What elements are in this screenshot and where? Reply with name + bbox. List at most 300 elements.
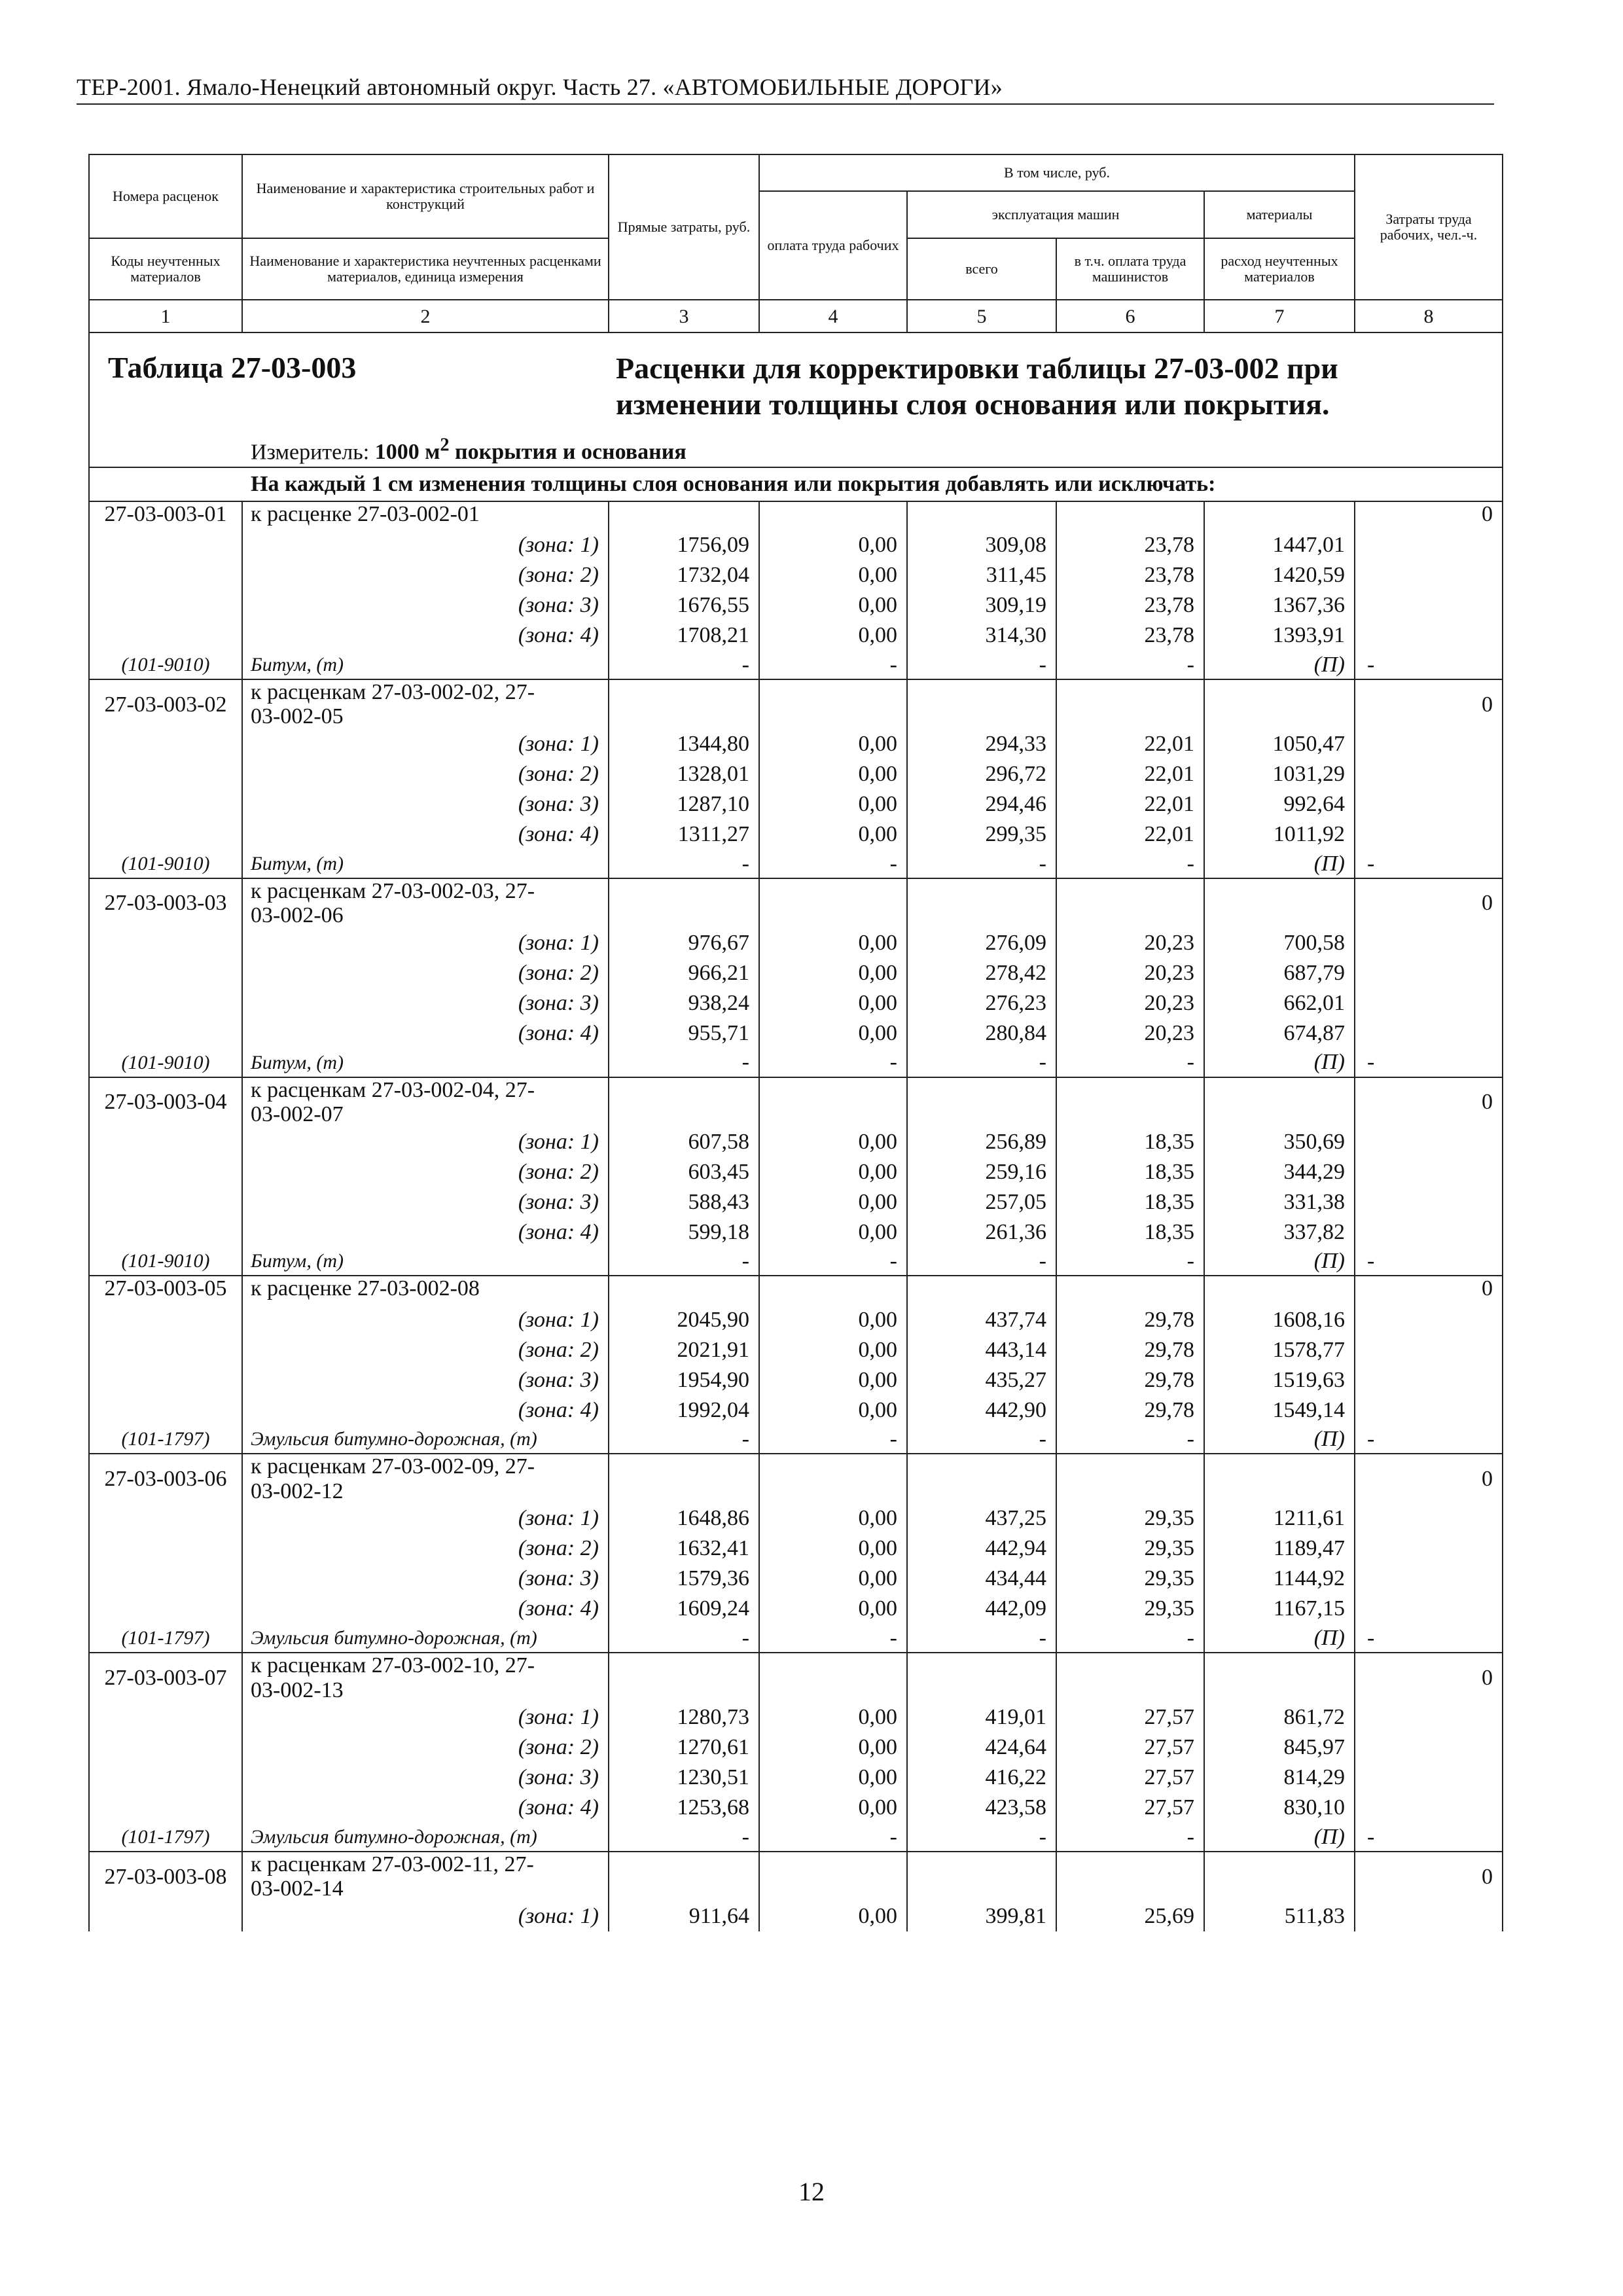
rate-code: 27-03-003-01 (89, 501, 242, 530)
col-work-name-header: Наименование и характеристика строительных работ и конструкций (242, 154, 609, 238)
empty-cell (907, 1852, 1056, 1901)
zone-label: (зона: 4) (242, 1217, 609, 1247)
empty-cell (89, 1793, 242, 1823)
table-title-line-2: изменении толщины слоя основания или покрытия. (616, 387, 1330, 422)
materials-cost: 830,10 (1204, 1793, 1355, 1823)
worker-pay: 0,00 (759, 1763, 907, 1793)
zone-row (89, 1732, 1503, 1763)
machine-total: 314,30 (907, 620, 1056, 651)
worker-pay: 0,00 (759, 1901, 907, 1931)
worker-pay: 0,00 (759, 1702, 907, 1732)
material-name: Эмульсия битумно-дорожная, (т) (242, 1425, 609, 1454)
zone-row (89, 1157, 1503, 1187)
empty-cell (1355, 1018, 1503, 1049)
empty-cell (89, 1763, 242, 1793)
empty-cell (907, 878, 1056, 928)
rate-description-line: 03-002-14 (251, 1876, 344, 1901)
labor-cost: 0 (1355, 878, 1503, 928)
direct-cost: 588,43 (609, 1187, 759, 1217)
direct-cost: 1732,04 (609, 560, 759, 590)
driver-pay: 18,35 (1056, 1157, 1204, 1187)
machine-total: 294,33 (907, 729, 1056, 759)
material-unaccounted: (П) (1204, 1823, 1355, 1852)
materials-cost: 511,83 (1204, 1901, 1355, 1931)
empty-cell (89, 1365, 242, 1395)
zone-row (89, 590, 1503, 620)
material-labor: - (1355, 651, 1503, 679)
direct-cost: 1280,73 (609, 1702, 759, 1732)
empty-cell (609, 1852, 759, 1901)
labor-cost: 0 (1355, 1454, 1503, 1503)
table-title (616, 350, 1480, 422)
machine-total: 424,64 (907, 1732, 1056, 1763)
material-labor: - (1355, 1624, 1503, 1653)
zone-row (89, 1503, 1503, 1534)
document-header: ТЕР-2001. Ямало-Ненецкий автономный округ. Часть 27. «АВТОМОБИЛЬНЫЕ ДОРОГИ» (77, 74, 1003, 100)
direct-cost: 607,58 (609, 1126, 759, 1157)
rate-code: 27-03-003-04 (89, 1077, 242, 1127)
column-number: 5 (907, 300, 1056, 332)
materials-cost: 350,69 (1204, 1126, 1355, 1157)
zone-row (89, 620, 1503, 651)
driver-pay: 27,57 (1056, 1763, 1204, 1793)
material-row (89, 1247, 1503, 1276)
materials-cost: 814,29 (1204, 1763, 1355, 1793)
worker-pay: 0,00 (759, 1732, 907, 1763)
empty-cell (1056, 1077, 1204, 1127)
zone-row (89, 1018, 1503, 1049)
material-machine: - (907, 850, 1056, 878)
zone-label: (зона: 4) (242, 819, 609, 850)
zone-row (89, 729, 1503, 759)
table-head (89, 154, 1503, 332)
materials-cost: 1031,29 (1204, 759, 1355, 789)
worker-pay: 0,00 (759, 1594, 907, 1624)
material-code: (101-1797) (89, 1823, 242, 1852)
empty-cell (759, 679, 907, 729)
materials-cost: 700,58 (1204, 928, 1355, 958)
empty-cell (89, 789, 242, 819)
col-machine-ops-header: эксплуатация машин (907, 191, 1204, 238)
zone-label: (зона: 4) (242, 1793, 609, 1823)
materials-cost: 331,38 (1204, 1187, 1355, 1217)
materials-cost: 1367,36 (1204, 590, 1355, 620)
empty-cell (907, 1077, 1056, 1127)
zone-row (89, 789, 1503, 819)
driver-pay: 29,35 (1056, 1564, 1204, 1594)
machine-total: 276,09 (907, 928, 1056, 958)
materials-cost: 1144,92 (1204, 1564, 1355, 1594)
driver-pay: 29,35 (1056, 1594, 1204, 1624)
material-direct: - (609, 1247, 759, 1276)
direct-cost: 1609,24 (609, 1594, 759, 1624)
driver-pay: 29,78 (1056, 1365, 1204, 1395)
worker-pay: 0,00 (759, 1395, 907, 1425)
direct-cost: 599,18 (609, 1217, 759, 1247)
material-name: Битум, (т) (242, 850, 609, 878)
zone-row (89, 1365, 1503, 1395)
rate-row-27-03-003-05 (89, 1276, 1503, 1304)
empty-cell (1355, 1304, 1503, 1335)
col-in-total-header: В том числе, руб. (759, 154, 1355, 191)
material-direct: - (609, 1425, 759, 1454)
zone-label: (зона: 3) (242, 1187, 609, 1217)
rate-row-27-03-003-06 (89, 1454, 1503, 1503)
empty-cell (89, 819, 242, 850)
material-driver: - (1056, 651, 1204, 679)
material-code: (101-9010) (89, 651, 242, 679)
empty-cell (1355, 1503, 1503, 1534)
worker-pay: 0,00 (759, 928, 907, 958)
machine-total: 434,44 (907, 1564, 1056, 1594)
rate-row-27-03-003-01 (89, 501, 1503, 530)
material-unaccounted: (П) (1204, 1049, 1355, 1077)
driver-pay: 22,01 (1056, 759, 1204, 789)
empty-cell (1355, 928, 1503, 958)
direct-cost: 1992,04 (609, 1395, 759, 1425)
machine-total: 294,46 (907, 789, 1056, 819)
rate-description-line: к расценке 27-03-002-08 (251, 1276, 480, 1301)
zone-label: (зона: 1) (242, 530, 609, 560)
driver-pay: 18,35 (1056, 1187, 1204, 1217)
material-pay: - (759, 850, 907, 878)
machine-total: 442,90 (907, 1395, 1056, 1425)
labor-cost: 0 (1355, 1276, 1503, 1304)
zone-label: (зона: 2) (242, 759, 609, 789)
empty-cell (907, 679, 1056, 729)
material-driver: - (1056, 1247, 1204, 1276)
zone-label: (зона: 2) (242, 1335, 609, 1365)
rates-table (88, 154, 1503, 1931)
column-number: 7 (1204, 300, 1355, 332)
rate-code: 27-03-003-03 (89, 878, 242, 928)
machine-total: 399,81 (907, 1901, 1056, 1931)
empty-cell (89, 1901, 242, 1931)
empty-cell (609, 1276, 759, 1304)
labor-cost: 0 (1355, 679, 1503, 729)
col-material-codes-header: Коды неучтенных материалов (89, 238, 242, 300)
empty-cell (1355, 1157, 1503, 1187)
materials-cost: 1393,91 (1204, 620, 1355, 651)
material-machine: - (907, 1247, 1056, 1276)
rate-row-27-03-003-08 (89, 1852, 1503, 1901)
material-machine: - (907, 1425, 1056, 1454)
material-name: Эмульсия битумно-дорожная, (т) (242, 1823, 609, 1852)
column-number: 3 (609, 300, 759, 332)
empty-cell (89, 988, 242, 1018)
rate-description-line: 03-002-05 (251, 704, 344, 729)
col-driver-pay-header: в т.ч. оплата труда машинистов (1056, 238, 1204, 300)
material-pay: - (759, 1823, 907, 1852)
material-pay: - (759, 1049, 907, 1077)
zone-row (89, 1395, 1503, 1425)
empty-cell (1355, 819, 1503, 850)
material-code: (101-1797) (89, 1425, 242, 1454)
rate-row-27-03-003-03 (89, 878, 1503, 928)
zone-row (89, 1702, 1503, 1732)
empty-cell (89, 530, 242, 560)
machine-total: 278,42 (907, 958, 1056, 988)
machine-total: 259,16 (907, 1157, 1056, 1187)
materials-cost: 662,01 (1204, 988, 1355, 1018)
empty-cell (1204, 1852, 1355, 1901)
empty-cell (1056, 1454, 1204, 1503)
direct-cost: 1708,21 (609, 620, 759, 651)
direct-cost: 1253,68 (609, 1793, 759, 1823)
empty-cell (89, 1157, 242, 1187)
driver-pay: 23,78 (1056, 590, 1204, 620)
worker-pay: 0,00 (759, 988, 907, 1018)
column-number: 1 (89, 300, 242, 332)
direct-cost: 976,67 (609, 928, 759, 958)
col-direct-costs-header: Прямые затраты, руб. (609, 154, 759, 300)
rate-row-27-03-003-07 (89, 1653, 1503, 1702)
driver-pay: 20,23 (1056, 988, 1204, 1018)
driver-pay: 22,01 (1056, 819, 1204, 850)
worker-pay: 0,00 (759, 759, 907, 789)
empty-cell (1056, 679, 1204, 729)
empty-cell (1355, 590, 1503, 620)
empty-cell (89, 729, 242, 759)
materials-cost: 1189,47 (1204, 1534, 1355, 1564)
rate-description-line: к расценкам 27-03-002-09, 27- (251, 1454, 535, 1479)
driver-pay: 27,57 (1056, 1702, 1204, 1732)
worker-pay: 0,00 (759, 1157, 907, 1187)
direct-cost: 1954,90 (609, 1365, 759, 1395)
material-machine: - (907, 651, 1056, 679)
empty-cell (1355, 1732, 1503, 1763)
zone-row (89, 819, 1503, 850)
empty-cell (1355, 988, 1503, 1018)
column-number: 6 (1056, 300, 1204, 332)
direct-cost: 1648,86 (609, 1503, 759, 1534)
zone-label: (зона: 1) (242, 1126, 609, 1157)
labor-cost: 0 (1355, 1077, 1503, 1127)
material-name: Битум, (т) (242, 1247, 609, 1276)
empty-cell (1204, 1454, 1355, 1503)
worker-pay: 0,00 (759, 1187, 907, 1217)
table-title-block (89, 332, 1503, 467)
direct-cost: 1287,10 (609, 789, 759, 819)
rate-description-line: 03-002-07 (251, 1102, 344, 1126)
empty-cell (609, 1077, 759, 1127)
zone-row (89, 1594, 1503, 1624)
empty-cell (609, 679, 759, 729)
table-id: Таблица 27-03-003 (108, 351, 357, 384)
empty-cell (1056, 501, 1204, 530)
zone-label: (зона: 3) (242, 988, 609, 1018)
empty-cell (1355, 759, 1503, 789)
empty-cell (89, 590, 242, 620)
material-pay: - (759, 651, 907, 679)
worker-pay: 0,00 (759, 590, 907, 620)
empty-cell (1355, 1901, 1503, 1931)
zone-label: (зона: 3) (242, 789, 609, 819)
driver-pay: 29,78 (1056, 1335, 1204, 1365)
material-driver: - (1056, 850, 1204, 878)
zone-row (89, 530, 1503, 560)
empty-cell (1355, 1702, 1503, 1732)
labor-cost: 0 (1355, 1852, 1503, 1901)
materials-cost: 337,82 (1204, 1217, 1355, 1247)
rate-description (242, 1653, 609, 1702)
zone-row (89, 988, 1503, 1018)
rate-description-line: к расценкам 27-03-002-04, 27- (251, 1077, 535, 1102)
rate-row-27-03-003-04 (89, 1077, 1503, 1127)
material-driver: - (1056, 1425, 1204, 1454)
direct-cost: 1632,41 (609, 1534, 759, 1564)
direct-cost: 938,24 (609, 988, 759, 1018)
material-direct: - (609, 1823, 759, 1852)
zone-label: (зона: 4) (242, 620, 609, 651)
direct-cost: 603,45 (609, 1157, 759, 1187)
rate-description (242, 1454, 609, 1503)
machine-total: 296,72 (907, 759, 1056, 789)
driver-pay: 23,78 (1056, 620, 1204, 651)
worker-pay: 0,00 (759, 1793, 907, 1823)
empty-cell (759, 878, 907, 928)
empty-cell (609, 1454, 759, 1503)
empty-cell (1355, 1534, 1503, 1564)
col-labor-costs-header: Затраты труда рабочих, чел.-ч. (1355, 154, 1503, 300)
direct-cost: 911,64 (609, 1901, 759, 1931)
rate-code: 27-03-003-07 (89, 1653, 242, 1702)
empty-cell (1204, 501, 1355, 530)
machine-total: 442,09 (907, 1594, 1056, 1624)
material-name: Эмульсия битумно-дорожная, (т) (242, 1624, 609, 1653)
material-unaccounted: (П) (1204, 1247, 1355, 1276)
measure-value: 1000 $м^2$ покрытия и основания (374, 435, 687, 465)
materials-cost: 1447,01 (1204, 530, 1355, 560)
machine-total: 435,27 (907, 1365, 1056, 1395)
empty-cell (1355, 1395, 1503, 1425)
driver-pay: 29,35 (1056, 1534, 1204, 1564)
worker-pay: 0,00 (759, 1365, 907, 1395)
material-unaccounted: (П) (1204, 651, 1355, 679)
empty-cell (89, 1503, 242, 1534)
col-materials-header: материалы (1204, 191, 1355, 238)
empty-cell (89, 1126, 242, 1157)
materials-cost: 674,87 (1204, 1018, 1355, 1049)
zone-label: (зона: 2) (242, 560, 609, 590)
worker-pay: 0,00 (759, 789, 907, 819)
empty-cell (1204, 1077, 1355, 1127)
empty-cell (89, 759, 242, 789)
empty-cell (1056, 1852, 1204, 1901)
driver-pay: 18,35 (1056, 1217, 1204, 1247)
rate-description-line: 03-002-06 (251, 903, 344, 928)
header-rule (77, 103, 1494, 105)
driver-pay: 18,35 (1056, 1126, 1204, 1157)
empty-cell (1355, 1594, 1503, 1624)
material-row (89, 1049, 1503, 1077)
machine-total: 256,89 (907, 1126, 1056, 1157)
col-material-name-header: Наименование и характеристика неучтенных расценками материалов, единица измерения (242, 238, 609, 300)
labor-cost: 0 (1355, 501, 1503, 530)
material-name: Битум, (т) (242, 651, 609, 679)
empty-cell (89, 1702, 242, 1732)
zone-label: (зона: 1) (242, 1901, 609, 1931)
zone-label: (зона: 1) (242, 729, 609, 759)
zone-label: (зона: 2) (242, 1534, 609, 1564)
empty-cell (89, 1335, 242, 1365)
materials-cost: 1011,92 (1204, 819, 1355, 850)
worker-pay: 0,00 (759, 1564, 907, 1594)
rate-description-line: к расценке 27-03-002-01 (251, 502, 480, 526)
materials-cost: 992,64 (1204, 789, 1355, 819)
direct-cost: 966,21 (609, 958, 759, 988)
machine-total: 280,84 (907, 1018, 1056, 1049)
rate-description (242, 878, 609, 928)
driver-pay: 27,57 (1056, 1793, 1204, 1823)
material-code: (101-9010) (89, 1247, 242, 1276)
rate-description-line: 03-002-12 (251, 1479, 344, 1503)
zone-row (89, 1564, 1503, 1594)
col-unaccounted-materials-header: расход неучтенных материалов (1204, 238, 1355, 300)
zone-label: (зона: 4) (242, 1018, 609, 1049)
zone-row (89, 560, 1503, 590)
material-row (89, 1624, 1503, 1653)
worker-pay: 0,00 (759, 1534, 907, 1564)
machine-total: 437,74 (907, 1304, 1056, 1335)
driver-pay: 29,35 (1056, 1503, 1204, 1534)
material-row (89, 850, 1503, 878)
zone-label: (зона: 1) (242, 928, 609, 958)
materials-cost: 1549,14 (1204, 1395, 1355, 1425)
machine-total: 276,23 (907, 988, 1056, 1018)
machine-total: 442,94 (907, 1534, 1056, 1564)
empty-cell (907, 1454, 1056, 1503)
empty-cell (1355, 1793, 1503, 1823)
driver-pay: 25,69 (1056, 1901, 1204, 1931)
material-pay: - (759, 1624, 907, 1653)
worker-pay: 0,00 (759, 1018, 907, 1049)
page-number: 12 (798, 2177, 825, 2206)
materials-cost: 845,97 (1204, 1732, 1355, 1763)
table-note: На каждый 1 см изменения толщины слоя основания или покрытия добавлять или исключать: (89, 467, 1503, 501)
rate-description (242, 1276, 609, 1304)
driver-pay: 29,78 (1056, 1304, 1204, 1335)
machine-total: 261,36 (907, 1217, 1056, 1247)
material-direct: - (609, 850, 759, 878)
empty-cell (1204, 1653, 1355, 1702)
empty-cell (1204, 1276, 1355, 1304)
worker-pay: 0,00 (759, 1335, 907, 1365)
rate-row-27-03-003-02 (89, 679, 1503, 729)
empty-cell (89, 1187, 242, 1217)
empty-cell (1204, 679, 1355, 729)
measure-sup: 2 (440, 435, 450, 456)
machine-total: 416,22 (907, 1763, 1056, 1793)
empty-cell (907, 1276, 1056, 1304)
direct-cost: 1230,51 (609, 1763, 759, 1793)
driver-pay: 22,01 (1056, 729, 1204, 759)
rate-description (242, 501, 609, 530)
rate-description (242, 679, 609, 729)
empty-cell (1056, 1653, 1204, 1702)
worker-pay: 0,00 (759, 819, 907, 850)
empty-cell (1355, 1564, 1503, 1594)
rate-description-line: 03-002-13 (251, 1677, 344, 1702)
worker-pay: 0,00 (759, 1217, 907, 1247)
empty-cell (907, 1653, 1056, 1702)
material-pay: - (759, 1247, 907, 1276)
rate-description (242, 1852, 609, 1901)
rate-description-line: к расценкам 27-03-002-11, 27- (251, 1852, 534, 1876)
material-direct: - (609, 1624, 759, 1653)
empty-cell (89, 958, 242, 988)
empty-cell (1355, 729, 1503, 759)
